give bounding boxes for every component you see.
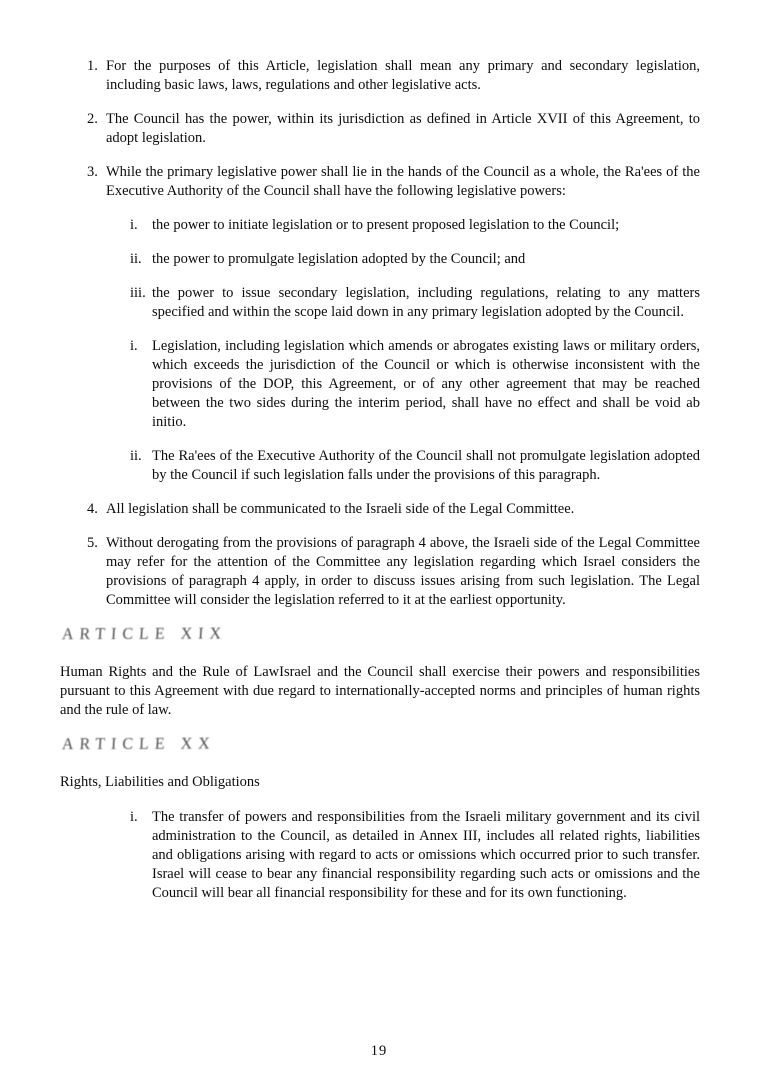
clause-3-sub-a-iii-marker: iii. [130,285,146,301]
clause-3-sub-b-i [60,337,700,432]
clause-5-marker: 5. [87,535,98,551]
clause-3-sub-a-ii-marker: ii. [130,251,142,267]
clause-2-text: The Council has the power, within its jurisdiction as defined in Article XVII of this Agreement, to adopt legislation. [106,111,700,146]
article-xix-body: Human Rights and the Rule of LawIsrael and the Council shall exercise their powers and responsibilities pursuant to this Agreement with due regard to internationally-accepted norms and principles of human rights and the rule of law. [60,664,700,718]
clause-4-text: All legislation shall be communicated to the Israeli side of the Legal Committee. [106,501,575,517]
clause-3-sub-b-i-marker: i. [130,338,138,354]
clause-1 [60,57,700,95]
clause-2 [60,110,700,148]
article-xx-title: Rights, Liabilities and Obligations [60,774,260,790]
clause-3-sub-a-iii-text: the power to issue secondary legislation, including regulations, relating to any matters specified and within the scope laid down in any primary legislation adopted by the Council. [152,285,700,320]
article-xx-clause-i [60,808,700,903]
clause-3-sub-a-ii-text: the power to promulgate legislation adopted by the Council; and [152,251,526,267]
article-xx-heading: ARTICLE XX [61,734,217,754]
clause-3-sub-a-i [60,216,700,235]
article-xx-clause-i-text: The transfer of powers and responsibilities from the Israeli military government and its civil administration to the Council, as detailed in Annex III, includes all related rights, liabilities and obligations arising with regard to acts or omissions which occurred prior to such transfer. Israel will cease to bear any financial responsibility regarding such acts or omissions and the Council will bear all financial responsibility for these and for its own functioning. [152,809,700,901]
clause-4 [60,500,700,519]
clause-3-sub-a-i-text: the power to initiate legislation or to present proposed legislation to the Council; [152,217,620,233]
clause-3-sub-a-iii [60,284,700,322]
clause-3-sub-a-i-marker: i. [130,217,138,233]
clause-3-sub-b-ii [60,447,700,485]
clause-3-sub-b-i-text: Legislation, including legislation which amends or abrogates existing laws or military orders, which exceeds the jurisdiction of the Council or which is otherwise inconsistent with the provisions of the DOP, this Agreement, or of any other agreement that may be reached between the two sides during the interim period, shall have no effect and shall be void ab initio. [152,338,700,430]
clause-3-sub-a-ii [60,250,700,269]
clause-3-marker: 3. [87,164,98,180]
clause-1-text: For the purposes of this Article, legislation shall mean any primary and secondary legislation, including basic laws, laws, regulations and other legislative acts. [106,58,700,93]
clause-3 [60,163,700,201]
clause-4-marker: 4. [87,501,98,517]
clause-5-text: Without derogating from the provisions of paragraph 4 above, the Israeli side of the Legal Committee may refer for the attention of the Committee any legislation regarding which Israel considers the provisions of paragraph 4 apply, in order to discuss issues arising from such legislation. The Legal Committee will consider the legislation referred to it at the earliest opportunity. [106,535,700,608]
clause-3-sub-b-ii-text: The Ra'ees of the Executive Authority of the Council shall not promulgate legislation adopted by the Council if such legislation falls under the provisions of this paragraph. [152,448,700,483]
clause-3-text: While the primary legislative power shall lie in the hands of the Council as a whole, the Ra'ees of the Executive Authority of the Council shall have the following legislative powers: [106,164,700,199]
article-xix-heading: ARTICLE XIX [61,624,228,644]
clause-3-sub-b-ii-marker: ii. [130,448,142,464]
clause-3-group [60,163,700,485]
clause-2-marker: 2. [87,111,98,127]
page-number: 19 [370,1043,388,1059]
clause-5 [60,534,700,610]
clause-1-marker: 1. [87,58,98,74]
article-xx-clause-i-marker: i. [130,809,138,825]
